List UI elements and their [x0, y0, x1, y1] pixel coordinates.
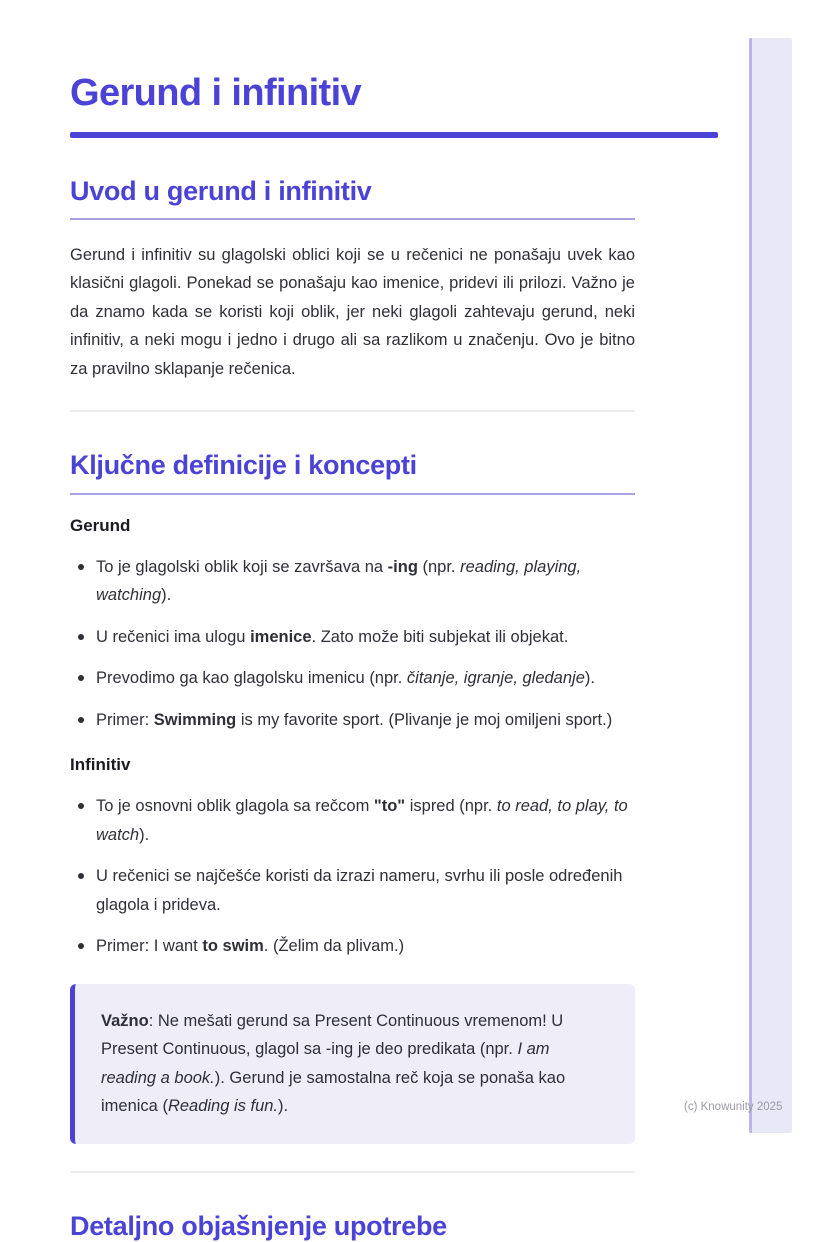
bullet-dot-icon [78, 873, 84, 879]
copyright-notice: (c) Knowunity 2025 [684, 1101, 783, 1113]
list-item-text: Prevodimo ga kao glagolsku imenicu (npr. čitanje, igranje, gledanje). [96, 669, 595, 688]
bullet-dot-icon [78, 675, 84, 681]
page-title: Gerund i infinitiv [70, 72, 362, 114]
list-item-text: To je osnovni oblik glagola sa rečcom "to" ispred (npr. to read, to play, to watch). [96, 797, 628, 844]
list-item-text: Primer: I want to swim. (Želim da plivam.) [96, 937, 405, 956]
list-item-text: U rečenici se najčešće koristi da izrazi nameru, svrhu ili posle određenih glagola i prideva. [96, 867, 623, 914]
bullet-dot-icon [78, 803, 84, 809]
section-heading-usage: Detaljno objašnjenje upotrebe [70, 1210, 447, 1241]
list-item [70, 932, 635, 961]
list-item [70, 553, 635, 610]
bullet-dot-icon [78, 717, 84, 723]
bullet-dot-icon [78, 943, 84, 949]
next-page-edge [749, 38, 792, 1133]
list-item-text: To je glagolski oblik koji se završava na -ing (npr. reading, playing, watching). [96, 557, 582, 605]
title-rule [70, 132, 718, 138]
section-divider [70, 410, 635, 412]
list-item [70, 664, 635, 693]
list-item [70, 862, 635, 919]
document-page [70, 0, 635, 1242]
subheading-gerund: Gerund [70, 515, 131, 535]
intro-paragraph: Gerund i infinitiv su glagolski oblici koji se u rečenici ne ponašaju uvek kao klasični glagoli. Ponekad se ponašaju kao imenice, pridevi ili prilozi. Važno je da znamo kada se koristi koji oblik, jer neki glagoli zahtevaju gerund, neki infinitiv, a neki mogu i jedno i drugo ali sa razlikom u značenju. Ovo je bitno za pravilno sklapanje rečenica. [70, 245, 635, 378]
gerund-bullet-list [70, 553, 635, 735]
list-item-text: U rečenici ima ulogu imenice. Zato može biti subjekat ili objekat. [96, 627, 569, 646]
section-heading-definitions: Ključne definicije i koncepti [70, 450, 417, 481]
list-item [70, 623, 635, 652]
infinitive-bullet-list [70, 792, 635, 961]
list-item [70, 706, 635, 735]
list-item [70, 792, 635, 849]
heading-underline [70, 218, 635, 220]
bullet-dot-icon [78, 634, 84, 640]
heading-underline [70, 493, 635, 495]
callout-text: Važno: Ne mešati gerund sa Present Continuous vremenom! U Present Continuous, glagol sa -ing je deo predikata (npr. I am reading a book.). Gerund je samostalna reč koja se ponaša kao imenica (Reading is fun.). [101, 1011, 566, 1116]
section-divider [70, 1171, 635, 1173]
section-heading-intro: Uvod u gerund i infinitiv [70, 175, 372, 206]
list-item-text: Primer: Swimming is my favorite sport. (Plivanje je moj omiljeni sport.) [96, 710, 613, 729]
subheading-infinitiv: Infinitiv [70, 755, 131, 775]
important-callout [70, 984, 635, 1144]
bullet-dot-icon [78, 564, 84, 570]
